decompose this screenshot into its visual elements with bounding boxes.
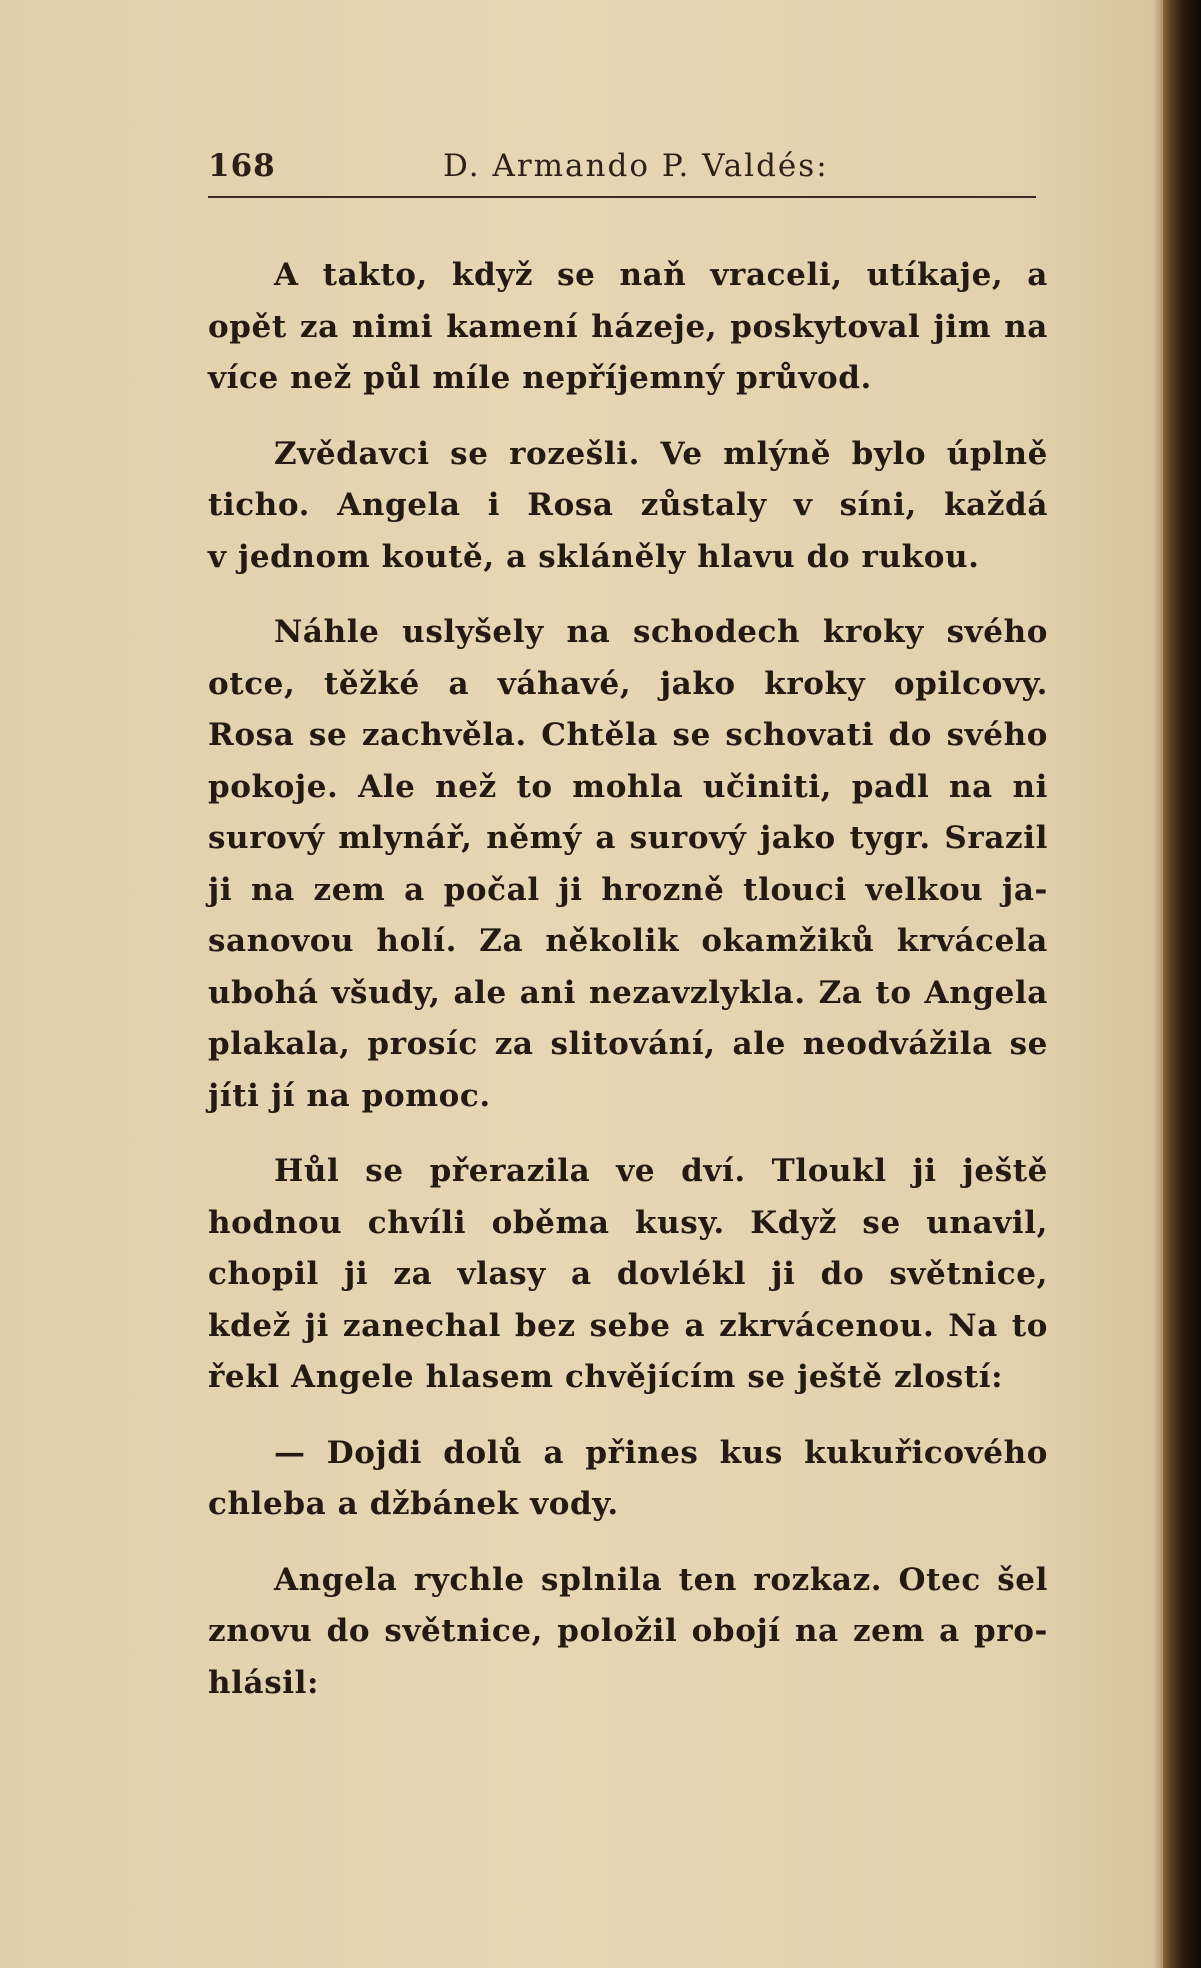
text-line: opět za nimi kamení házeje, poskytoval jim na [208,308,1048,345]
text-line: ubohá všudy, ale ani nezavzlykla. Za to Angela [208,974,1048,1011]
text-line: Hůl se přerazila ve dví. Tloukl ji ještě [274,1153,1048,1189]
text-line: hlásil: [208,1664,320,1701]
header-title: D. Armando P. Valdés: [443,148,829,184]
paragraph [208,1555,1048,1710]
text-line: surový mlynář, němý a surový jako tygr. Srazil [208,820,1048,856]
body-text [208,250,1048,1709]
header-rule [208,196,1036,198]
text-line: ji na zem a počal ji hrozně tlouci velkou ja- [208,871,1048,908]
paragraph [208,429,1048,584]
text-line: pokoje. Ale než to mohla učiniti, padl na ni [208,768,1048,805]
text-line: hodnou chvíli oběma kusy. Když se unavil, [208,1204,1048,1241]
text-line: otce, těžké a váhavé, jako kroky opilcovy. [208,665,1048,702]
text-line: kdež ji zanechal bez sebe a zkrvácenou. Na to [208,1307,1048,1344]
text-line: sanovou holí. Za několik okamžiků krvácela [208,923,1048,959]
text-line: Angela rychle splnila ten rozkaz. Otec šel [274,1561,1048,1598]
text-line: chopil ji za vlasy a dovlékl ji do světnice, [208,1256,1048,1292]
text-line: chleba a džbánek vody. [208,1486,619,1522]
text-line: v jednom koutě, a skláněly hlavu do rukou. [208,538,980,575]
paragraph [208,250,1048,405]
text-line: jíti jí na pomoc. [208,1077,491,1114]
text-line: A takto, když se naň vraceli, utíkaje, a [274,257,1048,293]
page-number: 168 [208,148,276,184]
text-line: více než půl míle nepříjemný průvod. [208,360,872,396]
text-line: Zvědavci se rozešli. Ve mlýně bylo úplně [274,435,1048,472]
running-head [208,148,1036,192]
text-line: Náhle uslyšely na schodech kroky svého [274,614,1048,650]
paragraph [208,1428,1048,1531]
book-spine [1163,0,1201,1968]
text-line: řekl Angele hlasem chvějícím se ještě zlostí: [208,1359,1004,1395]
text-line: — Dojdi dolů a přines kus kukuřicového [274,1434,1048,1471]
paragraph [208,1146,1048,1404]
text-line: znovu do světnice, položil obojí na zem a pro- [208,1613,1048,1649]
text-line: ticho. Angela i Rosa zůstaly v síni, každá [208,487,1048,523]
text-line: plakala, prosíc za slitování, ale neodvážila se [208,1026,1048,1062]
page-shadow [1153,0,1163,1968]
text-line: Rosa se zachvěla. Chtěla se schovati do svého [208,717,1048,753]
paragraph [208,607,1048,1122]
